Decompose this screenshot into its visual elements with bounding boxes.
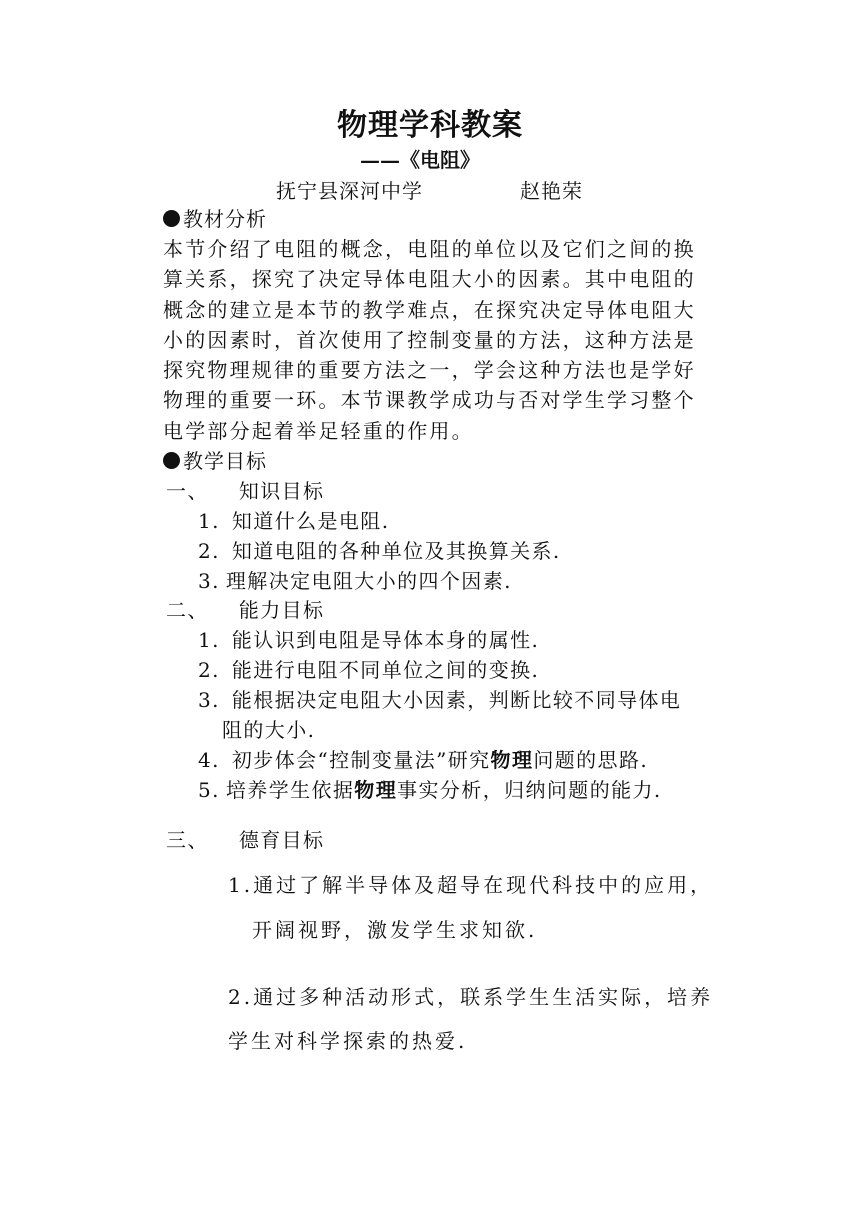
subsection-knowledge-goals	[166, 476, 324, 506]
list-item-bold-text: 物理	[354, 778, 398, 802]
list-item-text: 能认识到电阻是导体本身的属性.	[231, 628, 540, 652]
paragraph-line: 物理的重要一环。本节课教学成功与否对学生学习整个	[163, 388, 696, 413]
list-item-continuation: 学生对科学探索的热爱.	[228, 1029, 468, 1053]
list-item	[198, 536, 561, 566]
list-item-number: 3.	[198, 569, 220, 593]
list-item	[198, 775, 662, 805]
list-item-text: 知道什么是电阻.	[231, 509, 390, 533]
list-item-text: 培养学生依据	[225, 778, 355, 802]
list-item-number: 2.	[228, 985, 254, 1009]
list-item-text: 问题的思路.	[533, 748, 649, 772]
subsection-marker: 三、	[166, 828, 209, 852]
section-heading-material-analysis	[163, 204, 267, 234]
material-analysis-paragraph	[163, 234, 719, 446]
paragraph-line: 电学部分起着举足轻重的作用。	[163, 418, 474, 443]
document-subtitle: ——《电阻》	[360, 148, 480, 172]
bullet-dot-icon	[163, 210, 180, 227]
list-item-number: 4.	[198, 748, 220, 772]
subsection-label: 德育目标	[238, 828, 325, 852]
list-item-text: 事实分析，归纳问题的能力.	[397, 778, 662, 802]
paragraph-line: 概念的建立是本节的教学难点，在探究决定导体电阻大	[163, 297, 696, 322]
paragraph-line: 探究物理规律的重要方法之一，学会这种方法也是学好	[163, 358, 696, 383]
list-item	[228, 982, 713, 1012]
list-item-text: 通过了解半导体及超导在现代科技中的应用，	[253, 873, 714, 897]
list-item	[228, 870, 713, 900]
list-item-text: 理解决定电阻大小的四个因素.	[225, 569, 512, 593]
list-item-number: 5.	[198, 778, 220, 802]
subsection-marker: 一、	[166, 479, 209, 503]
document-title: 物理学科教案	[337, 108, 523, 143]
list-item	[198, 506, 389, 536]
list-item-number: 1.	[198, 628, 220, 652]
list-item-text: 通过多种活动形式，联系学生生活实际，培养	[253, 985, 714, 1009]
subsection-label: 知识目标	[238, 479, 325, 503]
subsection-label: 能力目标	[238, 598, 325, 622]
list-item-text: 知道电阻的各种单位及其换算关系.	[231, 539, 561, 563]
section-heading-label: 教学目标	[183, 449, 267, 473]
list-item-number: 2.	[198, 658, 220, 682]
section-heading-label: 教材分析	[183, 207, 267, 231]
list-item-continuation: 阻的大小.	[222, 718, 316, 742]
list-item-text: 能进行电阻不同单位之间的变换.	[231, 658, 540, 682]
list-item-text: 能根据决定电阻大小因素，判断比较不同导体电	[231, 688, 682, 712]
list-item-number: 3.	[198, 688, 220, 712]
school-name: 抚宁县深河中学	[276, 179, 423, 203]
paragraph-line: 小的因素时，首次使用了控制变量的方法，这种方法是	[163, 327, 696, 352]
author-name: 赵艳荣	[520, 179, 583, 203]
list-item-number: 1.	[228, 873, 254, 897]
list-item	[198, 625, 539, 655]
list-item	[198, 745, 648, 775]
list-item-bold-text: 物理	[490, 748, 534, 772]
list-item-text: 初步体会“控制变量法”研究	[231, 748, 491, 772]
list-item	[198, 655, 539, 685]
list-item-continuation: 开阔视野，激发学生求知欲.	[252, 918, 538, 942]
list-item-number: 2.	[198, 539, 220, 563]
subsection-moral-goals	[166, 825, 324, 855]
paragraph-line: 算关系，探究了决定导体电阻大小的因素。其中电阻的	[163, 267, 696, 292]
list-item	[198, 566, 512, 596]
section-heading-teaching-goals	[163, 446, 267, 476]
list-item	[198, 685, 681, 715]
list-item-number: 1.	[198, 509, 220, 533]
subsection-ability-goals	[166, 595, 324, 625]
subsection-marker: 二、	[166, 598, 209, 622]
paragraph-line: 本节介绍了电阻的概念，电阻的单位以及它们之间的换	[163, 237, 696, 261]
bullet-dot-icon	[163, 452, 180, 469]
